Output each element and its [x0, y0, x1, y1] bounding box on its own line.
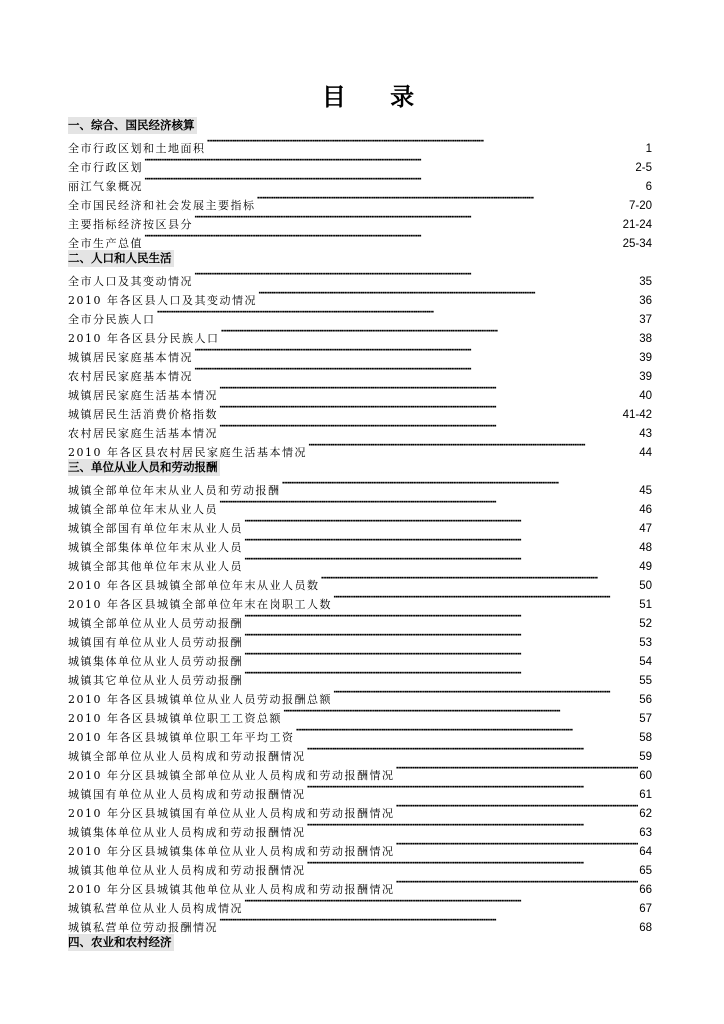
entry-label: 城镇国有单位从业人员构成和劳动报酬情况	[68, 788, 306, 801]
toc-entry[interactable]	[68, 304, 652, 326]
dot-leader	[308, 437, 638, 456]
entry-label: 全市生产总值	[68, 237, 143, 250]
table-of-contents	[68, 114, 652, 950]
entry-page: 61	[639, 789, 652, 801]
dot-leader	[219, 380, 638, 399]
entry-page: 40	[639, 390, 652, 402]
dot-leader	[219, 399, 622, 418]
dot-leader	[396, 760, 639, 779]
entry-page: 62	[639, 808, 652, 820]
dot-leader	[296, 722, 639, 741]
entry-label: 全市行政区划	[68, 161, 143, 174]
entry-page: 58	[639, 732, 652, 744]
section-heading: 一、综合、国民经济核算	[68, 118, 195, 132]
entry-label: 城镇全部单位年末从业人员	[68, 503, 218, 516]
section-heading: 四、农业和农村经济	[68, 935, 172, 949]
dot-leader	[307, 817, 639, 836]
toc-entry[interactable]	[68, 190, 652, 212]
entry-label: 2010 年各区县人口及其变动情况	[68, 294, 257, 307]
entry-label: 城镇集体单位从业人员构成和劳动报酬情况	[68, 826, 306, 839]
entry-page: 49	[639, 561, 652, 573]
entry-page: 39	[639, 352, 652, 364]
entry-page: 54	[639, 656, 652, 668]
dot-leader	[194, 266, 638, 285]
dot-leader	[157, 304, 639, 323]
toc-entry[interactable]	[68, 152, 652, 174]
entry-page: 53	[639, 637, 652, 649]
entry-page: 21-24	[622, 219, 652, 231]
entry-page: 36	[639, 295, 652, 307]
entry-page: 57	[639, 713, 652, 725]
section-heading: 二、人口和人民生活	[68, 251, 172, 265]
dot-leader	[307, 779, 639, 798]
entry-label: 城镇居民家庭生活基本情况	[68, 389, 218, 402]
dot-leader	[244, 627, 638, 646]
entry-label: 全市分民族人口	[68, 313, 156, 326]
entry-label: 全市人口及其变动情况	[68, 275, 193, 288]
entry-page: 46	[639, 504, 652, 516]
dot-leader	[283, 703, 638, 722]
entry-label: 城镇私营单位劳动报酬情况	[68, 921, 218, 934]
entry-page: 7-20	[628, 200, 652, 212]
dot-leader	[244, 665, 638, 684]
entry-label: 农村居民家庭生活基本情况	[68, 427, 218, 440]
toc-entry[interactable]	[68, 475, 652, 497]
entry-label: 2010 年各区县城镇全部单位年末从业人员数	[68, 579, 320, 592]
dot-leader	[396, 798, 639, 817]
entry-page: 47	[639, 523, 652, 535]
dot-leader	[144, 152, 634, 171]
entry-label: 城镇居民家庭基本情况	[68, 351, 193, 364]
entry-page: 52	[639, 618, 652, 630]
dot-leader	[144, 171, 645, 190]
entry-page: 35	[639, 276, 652, 288]
dot-leader	[258, 285, 638, 304]
entry-label: 城镇全部其他单位年末从业人员	[68, 560, 243, 573]
entry-label: 城镇集体单位从业人员劳动报酬	[68, 655, 243, 668]
entry-label: 城镇全部集体单位年末从业人员	[68, 541, 243, 554]
entry-label: 城镇全部单位从业人员构成和劳动报酬情况	[68, 750, 306, 763]
entry-label: 城镇居民生活消费价格指数	[68, 408, 218, 421]
entry-label: 城镇其它单位从业人员劳动报酬	[68, 674, 243, 687]
dot-leader	[333, 589, 638, 608]
entry-label: 2010 年各区县城镇全部单位年末在岗职工人数	[68, 598, 332, 611]
entry-label: 丽江气象概况	[68, 180, 143, 193]
entry-page: 37	[639, 314, 652, 326]
entry-page: 38	[639, 333, 652, 345]
entry-page: 25-34	[622, 238, 652, 250]
section-heading: 三、单位从业人员和劳动报酬	[68, 460, 218, 474]
dot-leader	[194, 361, 638, 380]
entry-label: 全市行政区划和土地面积	[68, 142, 206, 155]
dot-leader	[194, 342, 638, 361]
entry-label: 2010 年各区县城镇单位职工年平均工资	[68, 731, 295, 744]
dot-leader	[244, 513, 638, 532]
entry-page: 60	[639, 770, 652, 782]
entry-label: 2010 年分区县城镇国有单位从业人员构成和劳动报酬情况	[68, 807, 395, 820]
entry-page: 67	[639, 903, 652, 915]
entry-label: 2010 年各区县分民族人口	[68, 332, 220, 345]
entry-page: 66	[639, 884, 652, 896]
entry-page: 55	[639, 675, 652, 687]
dot-leader	[244, 532, 638, 551]
entry-label: 2010 年各区县城镇单位从业人员劳动报酬总额	[68, 693, 332, 706]
entry-page: 39	[639, 371, 652, 383]
dot-leader	[219, 912, 638, 931]
entry-page: 6	[645, 181, 652, 193]
entry-page: 43	[639, 428, 652, 440]
entry-label: 城镇全部单位从业人员劳动报酬	[68, 617, 243, 630]
entry-page: 65	[639, 865, 652, 877]
toc-entry[interactable]	[68, 133, 652, 155]
entry-label: 2010 年分区县城镇其他单位从业人员构成和劳动报酬情况	[68, 883, 395, 896]
dot-leader	[321, 570, 639, 589]
entry-page: 45	[639, 485, 652, 497]
dot-leader	[219, 494, 638, 513]
dot-leader	[396, 836, 639, 855]
dot-leader	[307, 741, 639, 760]
entry-label: 城镇全部单位年末从业人员和劳动报酬	[68, 484, 281, 497]
entry-label: 主要指标经济按区县分	[68, 218, 193, 231]
entry-label: 城镇全部国有单位年末从业人员	[68, 522, 243, 535]
entry-page: 51	[639, 599, 652, 611]
entry-label: 全市国民经济和社会发展主要指标	[68, 199, 256, 212]
dot-leader	[282, 475, 639, 494]
toc-entry[interactable]	[68, 171, 652, 193]
entry-page: 64	[639, 846, 652, 858]
entry-page: 44	[639, 447, 652, 459]
dot-leader	[244, 646, 638, 665]
entry-label: 城镇其他单位从业人员构成和劳动报酬情况	[68, 864, 306, 877]
entry-page: 2-5	[635, 162, 652, 174]
dot-leader	[144, 228, 622, 247]
entry-page: 41-42	[622, 409, 652, 421]
dot-leader	[244, 551, 638, 570]
page-title: 目 录	[321, 83, 433, 111]
entry-label: 城镇私营单位从业人员构成情况	[68, 902, 243, 915]
toc-entry[interactable]	[68, 228, 652, 250]
entry-label: 农村居民家庭基本情况	[68, 370, 193, 383]
entry-label: 2010 年各区县农村居民家庭生活基本情况	[68, 446, 307, 459]
toc-entry[interactable]	[68, 266, 652, 288]
dot-leader	[207, 133, 645, 152]
dot-leader	[221, 323, 639, 342]
entry-page: 63	[639, 827, 652, 839]
dot-leader	[219, 418, 638, 437]
dot-leader	[307, 855, 639, 874]
dot-leader	[244, 608, 638, 627]
entry-page: 48	[639, 542, 652, 554]
dot-leader	[396, 874, 639, 893]
entry-page: 59	[639, 751, 652, 763]
entry-page: 1	[645, 143, 652, 155]
entry-page: 56	[639, 694, 652, 706]
entry-page: 50	[639, 580, 652, 592]
entry-page: 68	[639, 922, 652, 934]
dot-leader	[194, 209, 622, 228]
entry-label: 2010 年各区县城镇单位职工工资总额	[68, 712, 282, 725]
dot-leader	[244, 893, 638, 912]
entry-label: 城镇国有单位从业人员劳动报酬	[68, 636, 243, 649]
entry-label: 2010 年分区县城镇全部单位从业人员构成和劳动报酬情况	[68, 769, 395, 782]
entry-label: 2010 年分区县城镇集体单位从业人员构成和劳动报酬情况	[68, 845, 395, 858]
dot-leader	[257, 190, 628, 209]
dot-leader	[333, 684, 638, 703]
